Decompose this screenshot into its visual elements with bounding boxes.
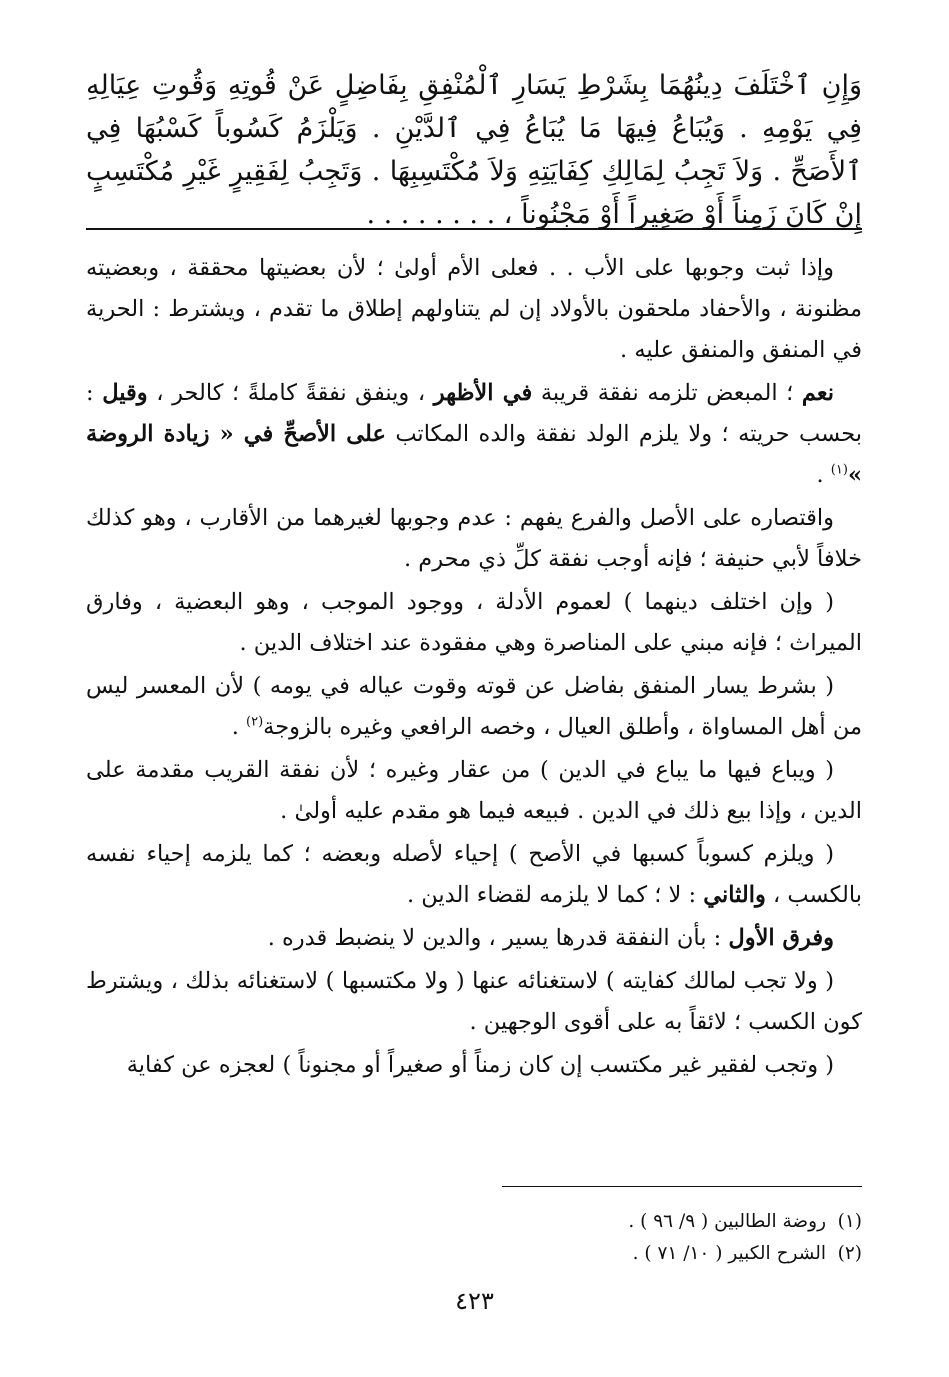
commentary-paragraph-6: ( ويباع فيها ما يباع في الدين ) من عقار وغيره ؛ لأن نفقة القريب مقدمة على الدين ، وإذا بيع ذلك في الدين . فبيعه فيما هو مقدم عليه أولىٰ . xyxy=(86,757,862,824)
quoted-matn: ( ولا تجب لمالك كفايته ) xyxy=(605,968,834,994)
commentary xyxy=(86,248,862,1088)
main-text xyxy=(86,64,862,236)
commentary-paragraph-3: واقتصاره على الأصل والفرع يفهم : عدم وجوبها لغيرهما من الأقارب ، وهو كذلك خلافاً لأبي حنيفة ؛ فإنه أوجب نفقة كلِّ ذي محرم . xyxy=(86,505,862,572)
quoted-matn: ( بشرط يسار المنفق بفاضل عن قوته وقوت عياله في يومه ) xyxy=(252,673,834,699)
footnote-ref-2: (٢) xyxy=(246,714,264,730)
quoted-matn: ( ويباع فيها ما يباع في الدين ) xyxy=(539,757,834,783)
quoted-matn: ( وإن اختلف دينهما ) xyxy=(623,589,834,615)
commentary-paragraph-7: ( ويلزم كسوباً كسبها في الأصح ) إحياء لأصله وبعضه ؛ كما يلزمه إحياء نفسه بالكسب ، والثاني : لا ؛ كما لا يلزمه لقضاء الدين . xyxy=(86,841,862,908)
commentary-paragraph-10: ( وتجب لفقير غير مكتسب إن كان زمناً أو صغيراً أو مجنوناً ) لعجزه عن كفاية xyxy=(126,1052,834,1078)
footnote-1: (١)روضة الطالبين ( ٩/ ٩٦ ) . xyxy=(628,1211,862,1232)
footnote-2: (٢)الشرح الكبير ( ١٠/ ٧١ ) . xyxy=(632,1243,862,1264)
commentary-paragraph-8: وفرق الأول : بأن النفقة قدرها يسير ، والدين لا ينضبط قدره . xyxy=(267,925,834,951)
ellipsis-dots: . . . . . . . . xyxy=(366,199,496,230)
footnote-separator xyxy=(502,1186,862,1187)
separator-line xyxy=(86,228,862,230)
commentary-paragraph-2: نعم ؛ المبعض تلزمه نفقة قريبة في الأظهر ، وينفق نفقةً كاملةً ؛ كالحر ، وقيل : بحسب حريته ؛ ولا يلزم الولد نفقة والده المكاتب على الأصحِّ في « زيادة الروضة »$^{(١)}$ . xyxy=(86,380,862,488)
commentary-paragraph-4: ( وإن اختلف دينهما ) لعموم الأدلة ، ووجود الموجب ، وهو البعضية ، وفارق الميراث ؛ فإنه مبني على المناصرة وهي مفقودة عند اختلاف الدين . xyxy=(86,589,862,656)
commentary-paragraph-1: وإذا ثبت وجوبها على الأب . . فعلى الأم أولىٰ ؛ لأن بعضيتها محققة ، وبعضيته مظنونة ، والأحفاد ملحقون بالأولاد إن لم يتناولهم إطلاق ما تقدم ، ويشترط : الحرية في المنفق والمنفق عليه . xyxy=(86,255,862,363)
page-number: ٤٢٣ xyxy=(455,1287,494,1315)
quoted-matn: ( وتجب لفقير غير مكتسب إن كان زمناً أو صغيراً أو مجنوناً ) xyxy=(282,1052,834,1078)
main-text-body: وَإِنِ ٱخْتَلَفَ دِينُهُمَا بِشَرْطِ يَسَارِ ٱلْمُنْفِقِ بِفَاضِلٍ عَنْ قُوتِهِ وَقُوتِ عِيَالِهِ فِي يَوْمِهِ . وَيُبَاعُ فِيهَا مَا يُبَاعُ فِي ٱلدَّيْنِ . وَيَلْزَمُ كَسُوباً كَسْبُهَا فِي ٱلأَصَحِّ . وَلاَ تَجِبُ لِمَالِكِ كِفَايَتِهِ وَلاَ مُكْتَسِبِهَا . وَتَجِبُ لِفَقِيرٍ غَيْرِ مُكْتَسِبٍ إِنْ كَانَ زَمِناً أَوْ صَغِيراً أَوْ مَجْنُوناً ، xyxy=(86,70,862,230)
commentary-paragraph-9: ( ولا تجب لمالك كفايته ) لاستغنائه عنها ( ولا مكتسبها ) لاستغنائه بذلك ، ويشترط كون الكسب ؛ لائقاً به على أقوى الوجهين . xyxy=(86,968,862,1035)
footnote-ref-1: (١) xyxy=(830,462,848,478)
quoted-matn: ( ويلزم كسوباً كسبها في الأصح ) xyxy=(508,841,834,867)
commentary-paragraph-5: ( بشرط يسار المنفق بفاضل عن قوته وقوت عياله في يومه ) لأن المعسر ليس من أهل المساواة ، وأطلق العيال ، وخصه الرافعي وغيره بالزوجة$^{(٢)}$ . xyxy=(86,673,862,740)
quoted-matn: ( ولا مكتسبها ) xyxy=(325,968,465,994)
footnotes xyxy=(86,1206,862,1270)
